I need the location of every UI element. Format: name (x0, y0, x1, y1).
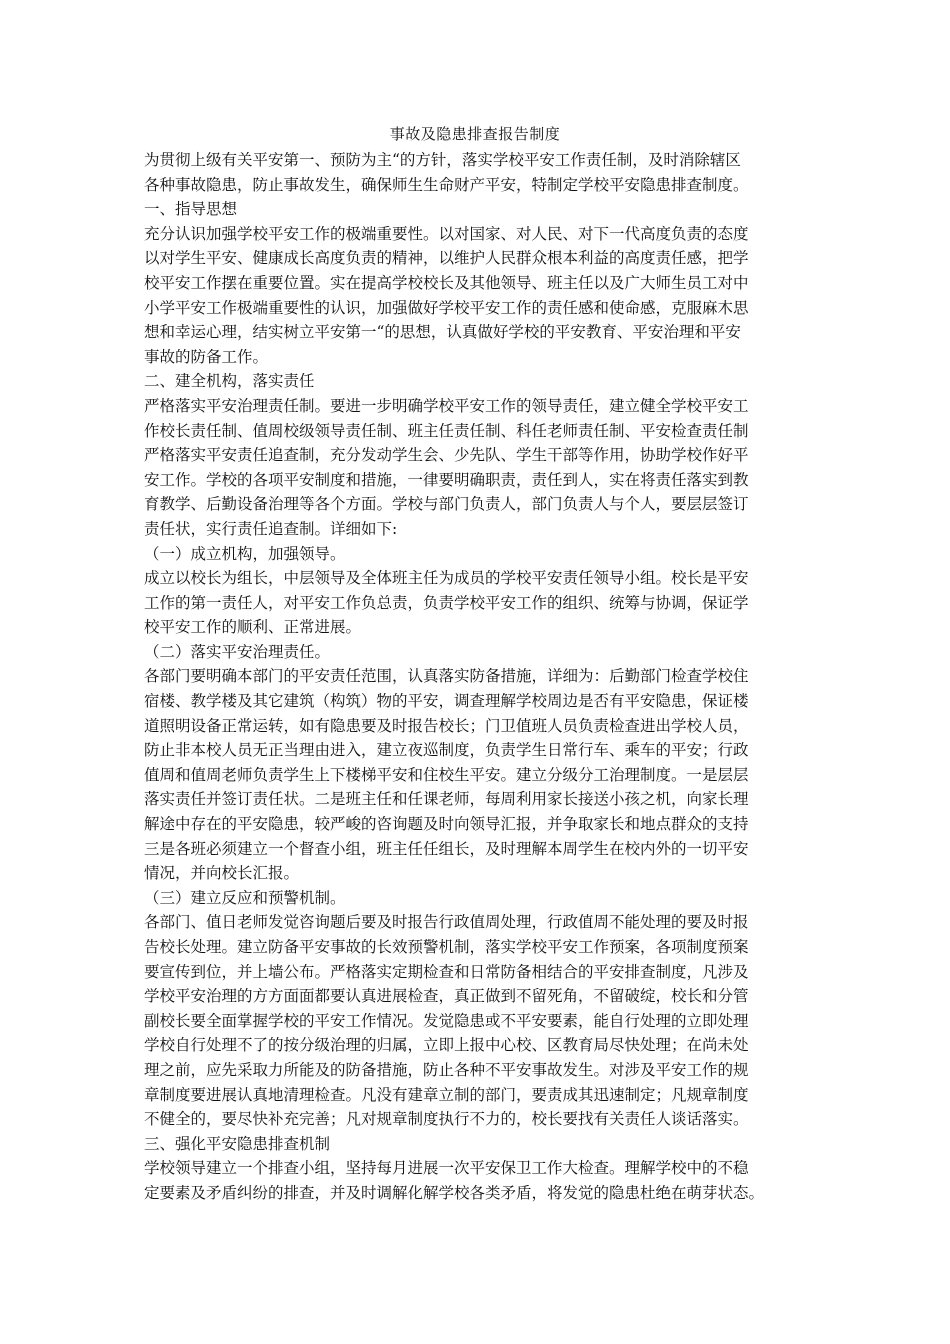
text-line: 三是各班必须建立一个督查小组，班主任任组长，及时理解本周学生在校内外的一切平安 (144, 839, 749, 858)
text-line: 道照明设备正常运转，如有隐患要及时报告校长；门卫值班人员负责检查进出学校人员， (144, 716, 749, 735)
text-line: 情况，并向校长汇报。 (144, 864, 300, 883)
document-title: 事故及隐患排查报告制度 (389, 125, 561, 143)
text-line: 充分认识加强学校平安工作的极端重要性。以对国家、对人民、对下一代高度负责的态度 (144, 224, 749, 243)
text-line: 三、强化平安隐患排查机制 (144, 1134, 331, 1153)
text-line: 作校长责任制、值周校级领导责任制、班主任责任制、科任老师责任制、平安检查责任制 (144, 421, 749, 440)
text-line: 理之前，应先采取力所能及的防备措施，防止各种不平安事故发生。对涉及平安工作的规 (144, 1060, 749, 1079)
text-line: 安工作。学校的各项平安制度和措施，一律要明确职责，责任到人，实在将责任落实到教 (144, 470, 749, 489)
text-line: 严格落实平安责任追查制，充分发动学生会、少先队、学生干部等作用，协助学校作好平 (144, 446, 749, 465)
text-line: 宿楼、教学楼及其它建筑（构筑）物的平安，调查理解学校周边是否有平安隐患，保证楼 (144, 692, 749, 711)
text-line: 育教学、后勤设备治理等各个方面。学校与部门负责人，部门负责人与个人，要层层签订 (144, 495, 749, 514)
text-line: 各部门要明确本部门的平安责任范围，认真落实防备措施，详细为：后勤部门检查学校住 (144, 667, 749, 686)
text-line: 以对学生平安、健康成长高度负责的精神，以维护人民群众根本利益的高度责任感，把学 (144, 249, 749, 268)
text-line: （三）建立反应和预警机制。 (144, 888, 346, 907)
text-line: 副校长要全面掌握学校的平安工作情况。发觉隐患或不平安要素，能自行处理的立即处理 (144, 1011, 749, 1030)
text-line: 学校自行处理不了的按分级治理的归属，立即上报中心校、区教育局尽快处理；在尚未处 (144, 1036, 749, 1055)
text-line: 校平安工作摆在重要位置。实在提高学校校长及其他领导、班主任以及广大师生员工对中 (144, 273, 749, 292)
text-line: 解途中存在的平安隐患，较严峻的咨询题及时向领导汇报，并争取家长和地点群众的支持 (144, 815, 749, 834)
text-line: 小学平安工作极端重要性的认识，加强做好学校平安工作的责任感和使命感，克服麻木思 (144, 298, 749, 317)
text-line: 不健全的，要尽快补充完善；凡对规章制度执行不力的，校长要找有关责任人谈话落实。 (144, 1110, 749, 1129)
text-line: 想和幸运心理，结实树立平安第一“的思想，认真做好学校的平安教育、平安治理和平安 (144, 323, 741, 342)
text-line: 事故的防备工作。 (144, 347, 269, 366)
document-body (144, 148, 808, 1206)
text-line: 严格落实平安治理责任制。要进一步明确学校平安工作的领导责任，建立健全学校平安工 (144, 396, 749, 415)
text-line: 定要素及矛盾纠纷的排查，并及时调解化解学校各类矛盾，将发觉的隐患杜绝在萌芽状态。 (144, 1183, 765, 1202)
text-line: （一）成立机构，加强领导。 (144, 544, 346, 563)
text-line: 校平安工作的顺利、正常进展。 (144, 618, 362, 637)
text-line: 告校长处理。建立防备平安事故的长效预警机制，落实学校平安工作预案，各项制度预案 (144, 938, 749, 956)
text-line: 学校领导建立一个排查小组，坚持每月进展一次平安保卫工作大检查。理解学校中的不稳 (144, 1159, 749, 1178)
text-line: 防止非本校人员无正当理由进入，建立夜巡制度，负责学生日常行车、乘车的平安；行政 (144, 741, 749, 760)
text-line: 各种事故隐患，防止事故发生，确保师生生命财产平安，特制定学校平安隐患排查制度。 (144, 175, 749, 194)
text-line: 学校平安治理的方方面面都要认真进展检查，真正做到不留死角，不留破绽，校长和分管 (144, 987, 749, 1006)
text-line: 二、建全机构，落实责任 (144, 372, 315, 391)
text-line: 各部门、值日老师发觉咨询题后要及时报告行政值周处理，行政值周不能处理的要及时报 (144, 913, 749, 932)
text-line: 为贯彻上级有关平安第一、预防为主“的方针，落实学校平安工作责任制，及时消除辖区 (144, 151, 741, 169)
text-line: 一、指导思想 (144, 200, 238, 219)
text-line: （二）落实平安治理责任。 (144, 642, 331, 661)
text-line: 要宣传到位，并上墙公布。严格落实定期检查和日常防备相结合的平安排查制度，凡涉及 (144, 962, 749, 981)
text-line: 落实责任并签订责任状。二是班主任和任课老师，每周利用家长接送小孩之机，向家长理 (144, 790, 749, 809)
text-line: 章制度要进展认真地清理检查。凡没有建章立制的部门，要责成其迅速制定；凡规章制度 (144, 1085, 749, 1104)
text-line: 工作的第一责任人，对平安工作负总责，负责学校平安工作的组织、统筹与协调，保证学 (144, 593, 749, 612)
text-line: 值周和值周老师负责学生上下楼梯平安和住校生平安。建立分级分工治理制度。一是层层 (144, 765, 749, 784)
text-line: 责任状，实行责任追查制。详细如下: (144, 519, 398, 538)
text-line: 成立以校长为组长，中层领导及全体班主任为成员的学校平安责任领导小组。校长是平安 (144, 569, 749, 588)
